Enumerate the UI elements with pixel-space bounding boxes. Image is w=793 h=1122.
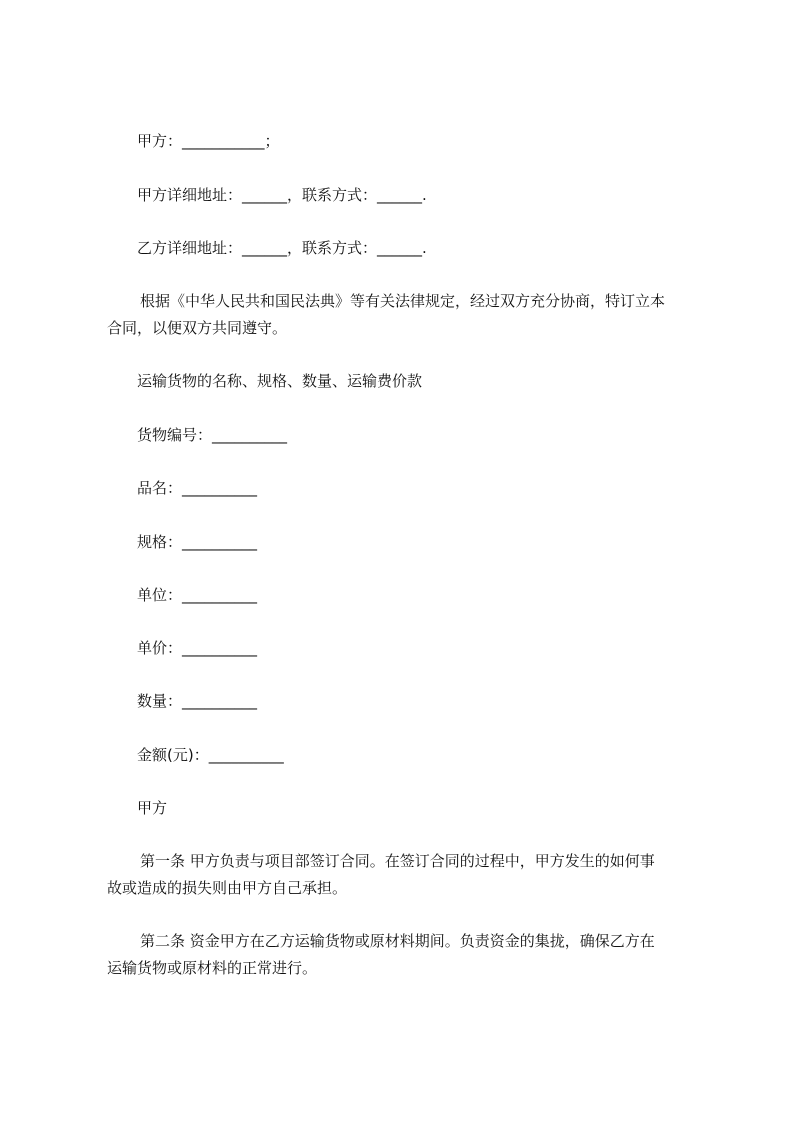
- article-2-line-2: 运输货物或原材料的正常进行。: [107, 959, 318, 977]
- party-a-line: 甲方：___________；: [137, 132, 280, 150]
- article-1-line-2: 故或造成的损失则由甲方自己承担。: [107, 879, 348, 897]
- goods-heading: 运输货物的名称、规格、数量、运输费价款: [137, 372, 423, 390]
- field-quantity: 数量：__________: [137, 692, 258, 710]
- intro-line-2: 合同，以便双方共同遵守。: [107, 319, 288, 337]
- party-a-section-heading: 甲方: [137, 799, 168, 817]
- field-goods-number: 货物编号：__________: [137, 426, 288, 444]
- article-1-line-1: 第一条 甲方负责与项目部签订合同。在签订合同的过程中，甲方发生的如何事: [140, 852, 655, 870]
- field-amount: 金额(元)：__________: [137, 746, 284, 764]
- party-b-address-line: 乙方详细地址：______，联系方式：______.: [137, 239, 427, 257]
- article-2-line-1: 第二条 资金甲方在乙方运输货物或原材料期间。负责资金的集拢，确保乙方在: [140, 932, 655, 950]
- field-unit: 单位：__________: [137, 586, 258, 604]
- party-a-address-line: 甲方详细地址：______，联系方式：______.: [137, 186, 427, 204]
- field-unit-price: 单价：__________: [137, 639, 258, 657]
- field-product-name: 品名：__________: [137, 479, 258, 497]
- intro-line-1: 根据《中华人民共和国民法典》等有关法律规定，经过双方充分协商，特订立本: [140, 292, 666, 310]
- field-specification: 规格：__________: [137, 533, 258, 551]
